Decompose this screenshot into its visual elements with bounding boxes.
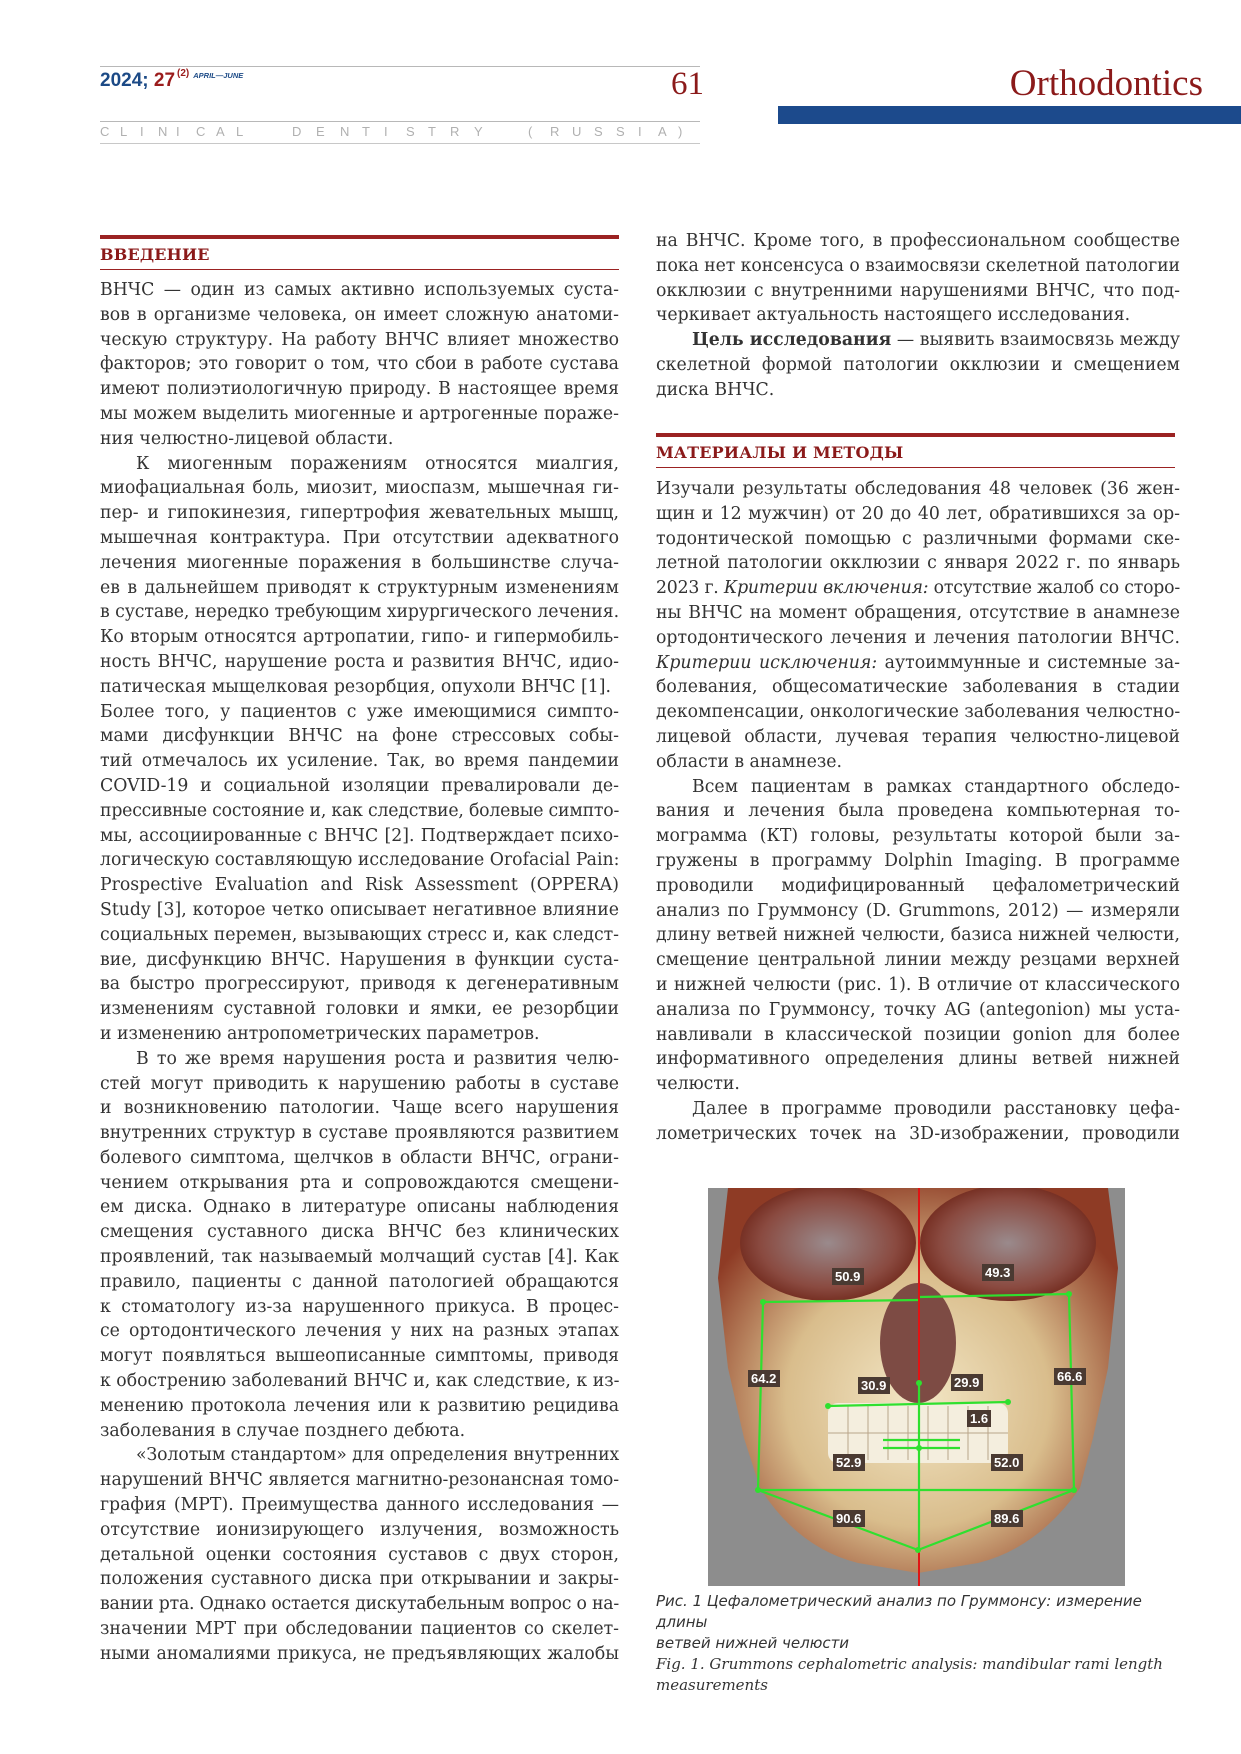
- text-line: смещения суставного диска ВНЧС без клинических: [100, 1222, 619, 1243]
- journal-letter: I: [384, 124, 388, 139]
- text-fragment: 2023 г.: [656, 578, 724, 599]
- text-line: Prospective Evaluation and Risk Assessment (OPPERA): [100, 875, 619, 896]
- text-line: COVID-19 и социальной изоляции превалировали де-: [100, 775, 619, 796]
- text-line: области в анамнезе.: [656, 751, 843, 772]
- text-line: ными аномалиями прикуса, не предъявляющих жалобы: [100, 1643, 619, 1664]
- journal-letter: Y: [474, 124, 483, 139]
- text-line: логическую составляющую исследование Orofacial Pain:: [100, 850, 620, 871]
- measurement-label: 52.0: [994, 1455, 1020, 1470]
- journal-letter: L: [236, 124, 244, 139]
- text-line: черкивает актуальность настоящего исследования.: [656, 305, 1131, 326]
- text-line: длину ветвей нижней челюсти, базиса нижней челюсти,: [656, 925, 1180, 946]
- section-rule-thin: [100, 269, 619, 270]
- journal-letter: (: [528, 124, 533, 139]
- journal-letter: T: [362, 124, 370, 139]
- journal-letter: E: [316, 124, 325, 139]
- text-line: болевания, общесоматические заболевания в стадии: [656, 677, 1180, 698]
- journal-letter: N: [340, 124, 350, 139]
- header-rule-mid: [100, 121, 700, 122]
- text-line: мограмма (КТ) головы, результаты которой были за-: [656, 826, 1180, 847]
- text-line: тий отмечалось их усиление. Так, во время пандемии: [100, 751, 619, 772]
- issue-info: [100, 70, 243, 92]
- text-line: внутренних структур в суставе проявляются развитием: [100, 1123, 619, 1144]
- period: APRIL—JUNE: [193, 71, 244, 80]
- text-line: декомпенсации, онкологические заболевания челюстно-: [656, 702, 1181, 723]
- text-line: ев в дальнейшем приводят к структурным изменениям: [100, 577, 619, 598]
- text-line: прессивные состояние и, как следствие, болевые симпто-: [100, 800, 620, 821]
- text-line: вания и лечения была проведена компьютерная то-: [656, 801, 1180, 822]
- section-heading-methods: МАТЕРИАЛЫ И МЕТОДЫ: [656, 443, 904, 462]
- text-line: чением открывания рта и сопровождаются смещени-: [100, 1172, 619, 1193]
- caption-en-line: measurements: [656, 1676, 768, 1694]
- text-line: факторов; это говорит о том, что сбои в работе сустава: [100, 354, 619, 375]
- measurement-label: 89.6: [994, 1511, 1020, 1526]
- journal-letter: L: [120, 124, 128, 139]
- journal-letter: I: [638, 124, 642, 139]
- text-fragment: отсутствие жалоб со сторо-: [928, 578, 1180, 599]
- ct-skull-figure: [708, 1188, 1125, 1586]
- section-rule-thick: [656, 433, 1175, 437]
- methods-text-continued: [656, 675, 1180, 1146]
- text-line: отсутствие ионизирующего излучения, возможность: [100, 1519, 619, 1540]
- inclusion-criteria-label: Критерии включения:: [723, 578, 929, 599]
- measurement-label: 30.9: [861, 1378, 887, 1393]
- text-line: Ко вторым относятся артропатии, гипо- и гипермобиль-: [100, 627, 619, 648]
- text-line: детальной оценки состояния суставов с двух сторон,: [100, 1544, 619, 1565]
- text-line: и нижней челюсти (рис. 1). В отличие от классического: [656, 974, 1180, 995]
- text-line: В то же время нарушения роста и развития челю-: [136, 1048, 619, 1069]
- journal-letter: S: [406, 124, 415, 139]
- text-line: тодонтической помощью с различными формами ске-: [656, 528, 1180, 549]
- journal-letter: S: [616, 124, 625, 139]
- text-line: Более того, у пациентов с уже имеющимися симпто-: [100, 701, 619, 722]
- journal-letter: D: [292, 124, 302, 139]
- measurement-label: 64.2: [751, 1371, 777, 1386]
- text-line: ва быстро прогрессируют, приводя к дегенеративным: [100, 974, 619, 995]
- text-line: социальных перемен, вызывающих стресс и, как следст-: [100, 924, 619, 945]
- text-line: менению протокола лечения или к развитию рецидива: [100, 1395, 619, 1416]
- year: 2024;: [100, 70, 149, 91]
- text-line: анализа по Груммонсу, точку AG (antegonion) мы уста-: [656, 999, 1180, 1020]
- text-line: миофациальная боль, миозит, миоспазм, мышечная ги-: [100, 478, 619, 499]
- section-color-bar: [778, 106, 1241, 124]
- measurement-label: 90.6: [836, 1511, 862, 1526]
- measurement-label: 50.9: [835, 1269, 861, 1284]
- journal-letter: R: [550, 124, 560, 139]
- text-line: правило, пациенты с данной патологией обращаются: [100, 1271, 619, 1292]
- page-number: 61: [671, 66, 704, 102]
- text-line: графия (МРТ). Преимущества данного исследования —: [100, 1495, 619, 1516]
- volume: 27: [153, 70, 176, 91]
- journal-letter: A: [216, 124, 225, 139]
- cephalometric-image: [708, 1188, 1125, 1586]
- text-line: положения суставного диска при открывании и закры-: [100, 1569, 619, 1590]
- text-line: в суставе, нередко требующим хирургического лечения.: [100, 602, 619, 623]
- header-rule-bottom: [100, 143, 700, 144]
- journal-letter: U: [572, 124, 582, 139]
- text-line: ортодонтического лечения и лечения патологии ВНЧС.: [656, 627, 1180, 648]
- text-line: Всем пациентам в рамках стандартного обследо-: [692, 776, 1180, 797]
- caption-ru-line: ветвей нижней челюсти: [656, 1634, 850, 1652]
- text-line: к обострению заболеваний ВНЧС и, как следствие, к из-: [100, 1371, 620, 1392]
- text-line: информативного определения длины ветвей нижней: [656, 1049, 1180, 1070]
- text-line: К миогенным поражениям относятся миалгия,: [136, 453, 619, 474]
- text-line: значении МРТ при обследовании пациентов со скелет-: [100, 1619, 619, 1640]
- text-line: челюсти.: [656, 1074, 740, 1095]
- text-line: летной патологии окклюзии с января 2022 г. по январь: [656, 553, 1180, 574]
- text-line: мышечная контрактура. При отсутствии адекватного: [100, 527, 619, 548]
- text-line: имеют полиэтиологичную природу. В настоящее время: [100, 379, 619, 400]
- text-line: могут появляться вышеописанные симптомы, приводя: [100, 1346, 619, 1367]
- text-line: ны ВНЧС на момент обращения, отсутствие в анамнезе: [656, 602, 1180, 623]
- text-line: на ВНЧС. Кроме того, в профессиональном сообществе: [656, 231, 1180, 251]
- section-heading-introduction: ВВЕДЕНИЕ: [100, 245, 210, 264]
- text-line: вании рта. Однако остается дискутабельным вопрос о на-: [100, 1594, 619, 1615]
- caption-en-line: Fig. 1. Grummons cephalometric analysis: mandibular rami length: [656, 1655, 1163, 1673]
- caption-ru-line: Рис. 1 Цефалометрический анализ по Груммонсу: измерение длины: [656, 1592, 1142, 1631]
- journal-letter: ): [678, 124, 683, 139]
- text-line: и возникновению патологии. Чаще всего нарушения: [100, 1098, 619, 1119]
- text-line: проводили модифицированный цефалометрический: [656, 875, 1180, 896]
- text-line: вов в организме человека, он имеет сложную анатоми-: [100, 304, 619, 325]
- right-orbit: [920, 1188, 1096, 1301]
- text-line: нарушений ВНЧС является магнитно-резонансная томо-: [100, 1470, 619, 1491]
- methods-text: [656, 477, 1180, 1147]
- text-line: лицевой области, лучевая терапия челюстно-лицевой: [656, 726, 1180, 747]
- text-line: патическая мыщелковая резорбция, опухоли ВНЧС [1].: [100, 676, 611, 697]
- text-line: Study [3], которое четко описывает негативное влияние: [100, 899, 619, 920]
- text-line: окклюзии с внутренними нарушениями ВНЧС, что под-: [656, 280, 1180, 301]
- text-line: гружены в программу Dolphin Imaging. В программе: [656, 850, 1180, 871]
- measurement-label: 29.9: [954, 1375, 980, 1390]
- text-line: мы можем выделить миогенные и артрогенные пораже-: [100, 403, 619, 424]
- text-line: ем диска. Однако в литературе описаны наблюдения: [100, 1197, 619, 1218]
- aim-text: — выявить взаимосвязь между: [891, 330, 1180, 351]
- text-line: скелетной формой патологии окклюзии и смещением: [656, 354, 1180, 375]
- header-rule-top: [100, 66, 700, 67]
- text-line: проявлений, так называемый молчащий сустав [4]. Как: [100, 1247, 619, 1268]
- introduction-text: [100, 278, 619, 1667]
- text-line: Изучали результаты обследования 48 человек (36 жен-: [656, 479, 1180, 499]
- text-line: ния челюстно-лицевой области.: [100, 428, 394, 449]
- left-orbit: [740, 1188, 916, 1301]
- text-line: смещение центральной линии между резцами верхней: [656, 950, 1180, 971]
- text-line: се ортодонтического лечения у них на разных этапах: [100, 1321, 619, 1342]
- journal-letter: A: [658, 124, 667, 139]
- text-fragment: аутоиммунные и системные за-: [877, 652, 1180, 673]
- text-line: пер- и гипокинезия, гипертрофия жевательных мышц,: [100, 503, 619, 524]
- text-line: мы, ассоциированные с ВНЧС [2]. Подтверждает психо-: [100, 825, 619, 846]
- journal-letter: C: [196, 124, 206, 139]
- section-rule-thin: [656, 467, 1175, 468]
- measurement-label: 49.3: [985, 1265, 1011, 1280]
- text-line: и изменению антропометрических параметров.: [100, 1023, 540, 1044]
- journal-letter: T: [428, 124, 436, 139]
- measurement-label: 1.6: [970, 1411, 989, 1426]
- text-line: стей могут приводить к нарушению работы в суставе: [100, 1073, 619, 1094]
- text-line: лометрических точек на 3D-изображении, проводили: [656, 1123, 1180, 1144]
- text-line: лечения миогенные поражения в большинстве случа-: [100, 552, 619, 573]
- journal-letter: N: [158, 124, 168, 139]
- text-line: пока нет консенсуса о взаимосвязи скелетной патологии: [656, 255, 1180, 276]
- text-line: мами дисфункции ВНЧС на фоне стрессовых собы-: [100, 726, 619, 747]
- text-line: анализ по Груммонсу (D. Grummons, 2012) — измеряли: [656, 900, 1180, 921]
- aim-line: [656, 328, 1180, 353]
- text-line: ческую структуру. На работу ВНЧС влияет множество: [100, 329, 619, 350]
- text-line: болевого симптома, щелчков в области ВНЧС, ограни-: [100, 1147, 619, 1168]
- journal-letter: I: [140, 124, 144, 139]
- text-line: ВНЧС — один из самых активно используемых суста-: [100, 280, 619, 300]
- text-line: [656, 651, 1180, 676]
- right-column-text: [656, 229, 1180, 403]
- exclusion-criteria-label: Критерии исключения:: [656, 652, 878, 673]
- text-line: [656, 576, 1180, 601]
- text-line: изменениям суставной головки и ямки, ее резорбции: [100, 999, 619, 1020]
- text-line: «Золотым стандартом» для определения внутренних: [136, 1445, 620, 1466]
- journal-letter: I: [176, 124, 180, 139]
- figure-caption: [656, 1591, 1196, 1696]
- text-line: вие, дисфункцию ВНЧС. Нарушения в функции суста-: [100, 949, 619, 970]
- text-line: Далее в программе проводили расстановку цефа-: [692, 1098, 1180, 1119]
- journal-letter: C: [100, 124, 110, 139]
- journal-letter: R: [450, 124, 460, 139]
- text-line: к стоматологу из-за нарушенного прикуса. В процес-: [100, 1296, 619, 1317]
- section-rule-thick: [100, 235, 619, 239]
- text-line: ность ВНЧС, нарушение роста и развития ВНЧС, идио-: [100, 651, 619, 672]
- section-title: Orthodontics: [1009, 63, 1203, 104]
- aim-label: Цель исследования: [692, 330, 892, 351]
- measurement-label: 52.9: [836, 1455, 862, 1470]
- measurement-label: 66.6: [1057, 1369, 1083, 1384]
- text-line: щин и 12 мужчин) от 20 до 40 лет, обратившихся за ор-: [656, 503, 1180, 524]
- journal-letter: S: [594, 124, 603, 139]
- issue: (2): [177, 68, 190, 79]
- text-line: заболевания в случае позднего дебюта.: [100, 1420, 466, 1441]
- text-line: диска ВНЧС.: [656, 379, 775, 400]
- text-line: навливали в классической позиции gonion для более: [656, 1024, 1180, 1045]
